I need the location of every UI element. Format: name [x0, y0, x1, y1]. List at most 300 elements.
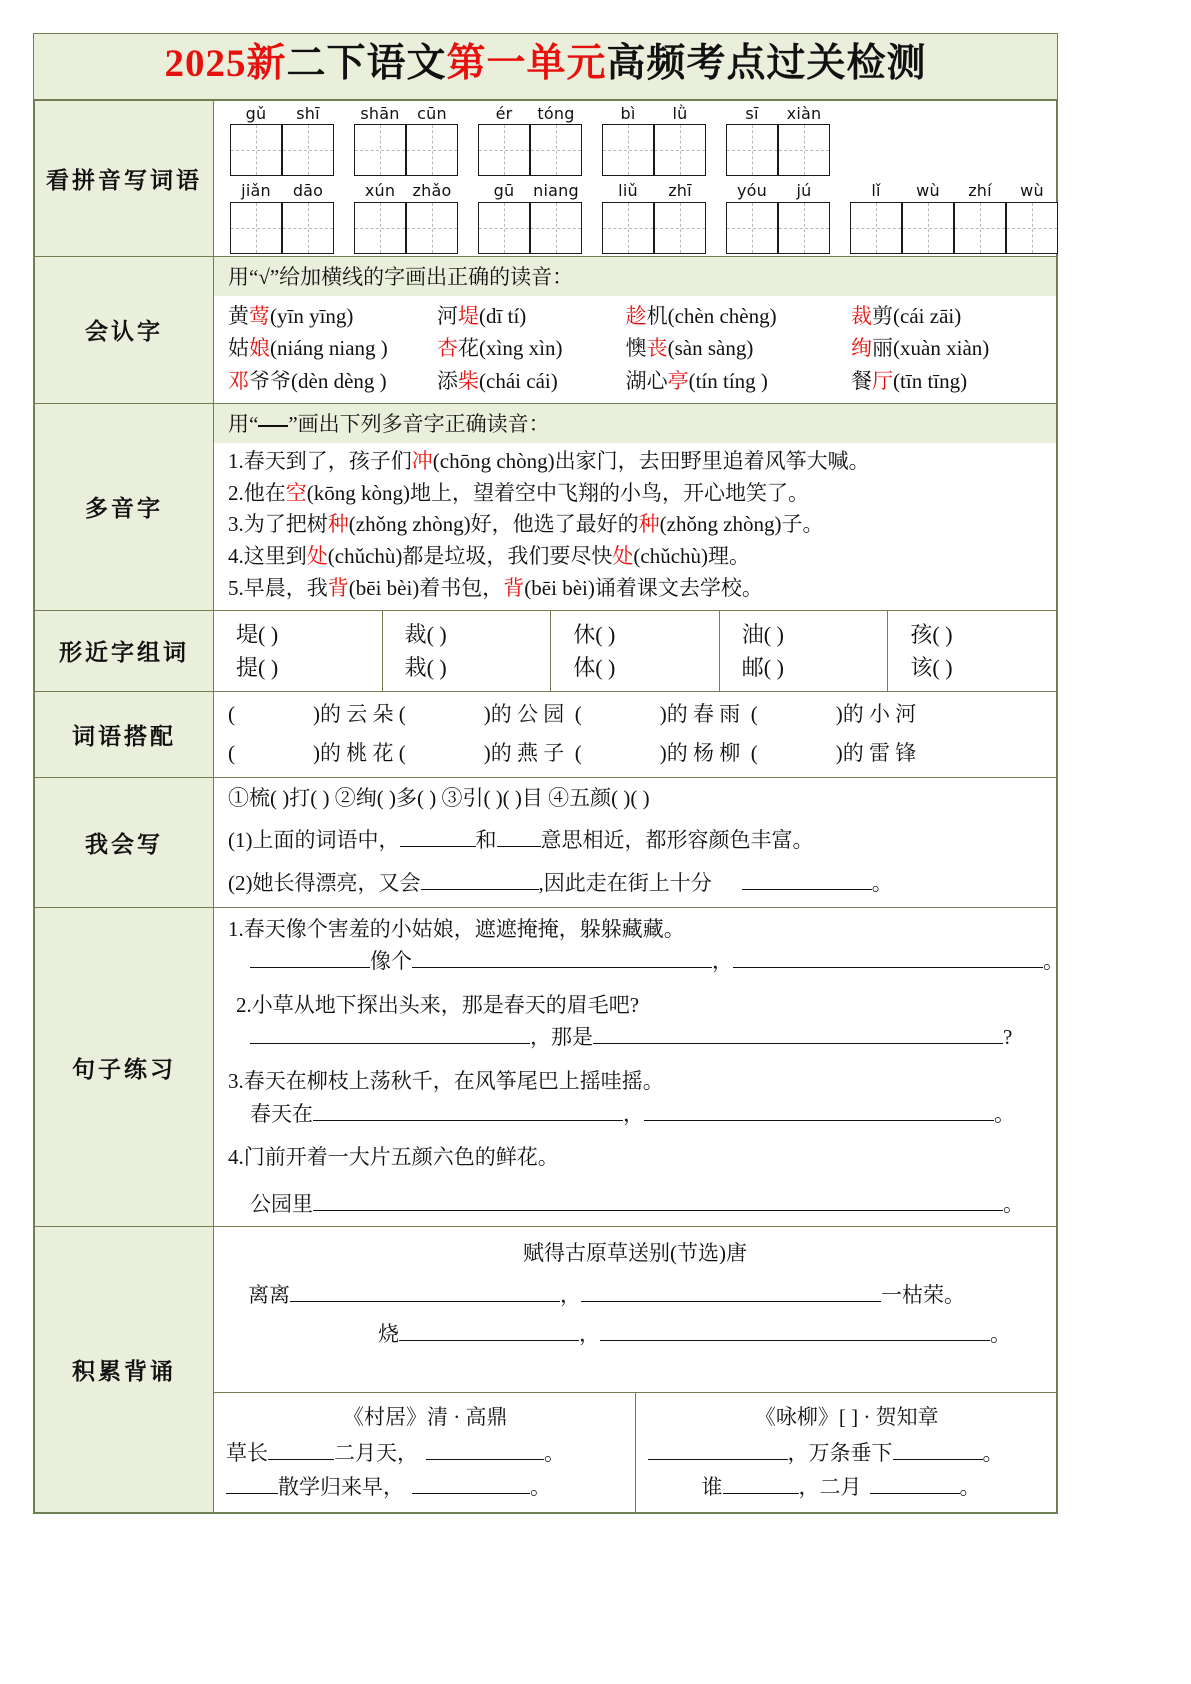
pinyin-row-1 [214, 101, 1056, 179]
cell-pinyin [214, 100, 1057, 256]
answer-blank[interactable] [313, 1120, 623, 1121]
pinyin-group [478, 105, 582, 177]
recite-two-poems [214, 1392, 1056, 1512]
recognize-item[interactable] [437, 366, 626, 396]
seg-highlight: 处 [306, 544, 328, 569]
worksheet-page [33, 33, 1064, 1514]
tianzige-box[interactable] [354, 124, 406, 176]
label-similar-chars: 形近字组词 [35, 610, 214, 691]
char-plain: 湖心 [625, 368, 668, 393]
answer-blank[interactable] [268, 1459, 334, 1460]
poem-title-cunju: 《村居》清 · 高鼎 [343, 1404, 508, 1429]
pinyin-group [850, 182, 1058, 254]
seg: (chǔchù)都是垃圾，我们要尽快 [327, 544, 613, 569]
tianzige-box[interactable] [530, 202, 582, 254]
poem-seg: ，万条垂下 [787, 1440, 893, 1465]
similar-chars-column [551, 611, 720, 691]
q1-part-a: (1)上面的词语中， [228, 827, 400, 852]
row-polyphone [35, 403, 1057, 610]
seg-highlight: 种 [638, 512, 660, 537]
poem-seg: 。 [982, 1440, 1004, 1465]
collocation-word: 的 小 河 [842, 701, 917, 726]
recognize-item[interactable] [228, 333, 437, 363]
pinyin-cell [654, 105, 706, 177]
char-plain: 餐 [851, 368, 873, 393]
answer-end: 。 [1043, 949, 1064, 974]
pinyin-options[interactable]: (dī tí) [479, 304, 527, 329]
pinyin-options[interactable]: (chái cái) [479, 368, 558, 393]
similar-char-bottom[interactable]: 邮( ) [741, 654, 784, 680]
char-highlight: 邓 [228, 368, 249, 393]
seg: (zhǒng zhòng)好，他选了最好的 [348, 512, 639, 537]
cunju-line-2[interactable] [226, 1470, 625, 1504]
recognize-row [214, 365, 1056, 397]
tianzige-box[interactable] [654, 202, 706, 254]
char-highlight: 亭 [667, 368, 689, 393]
pinyin-syllable: xiàn [786, 103, 822, 123]
pinyin-cell [602, 105, 654, 177]
answer-blank[interactable] [497, 846, 541, 847]
answer-blank[interactable] [421, 889, 539, 890]
recognize-row [214, 332, 1056, 364]
recognize-item[interactable] [851, 366, 1056, 396]
poem-line-1[interactable] [214, 1279, 1056, 1313]
answer-blank[interactable] [593, 1043, 1003, 1044]
pinyin-cell [1006, 182, 1058, 254]
tianzige-box[interactable] [850, 202, 902, 254]
pinyin-options[interactable]: (niáng niang ) [270, 336, 388, 361]
pinyin-cell [778, 105, 830, 177]
pinyin-cell [230, 105, 282, 177]
poem-seg: 草长 [226, 1440, 268, 1465]
pinyin-cell [354, 105, 406, 177]
answer-blank[interactable] [600, 1340, 990, 1341]
pinyin-cell [954, 182, 1006, 254]
recognize-item[interactable] [626, 366, 851, 396]
answer-mid: 像个 [370, 949, 412, 974]
char-plain: 添 [437, 368, 459, 393]
tianzige-box[interactable] [406, 124, 458, 176]
pinyin-syllable: wù [1020, 181, 1044, 201]
answer-blank[interactable] [412, 1493, 530, 1494]
sentence-text: 门前开着一大片五颜六色的鲜花。 [243, 1145, 559, 1170]
title-seg-blk-2: 高频考点过关检测 [606, 42, 927, 85]
pinyin-cell [406, 182, 458, 254]
sentence-number: 1. [228, 448, 244, 473]
char-highlight: 趁 [625, 304, 647, 329]
tianzige-box[interactable] [282, 124, 334, 176]
pinyin-cell [230, 182, 282, 254]
tianzige-box[interactable] [726, 202, 778, 254]
pinyin-group [726, 105, 830, 177]
seg: (bēi bèi)着书包， [348, 576, 504, 601]
collocation-item[interactable]: ( )的 云 朵 [228, 701, 394, 726]
similar-char-top[interactable]: 休( ) [573, 621, 616, 647]
pinyin-options[interactable]: (cái zāi) [893, 304, 962, 329]
collocation-row [214, 692, 1056, 738]
similar-char-bottom[interactable]: 该( ) [910, 654, 953, 680]
poem-seg: 谁 [701, 1475, 723, 1499]
cell-write [214, 778, 1057, 908]
sentence-block-2 [214, 984, 1056, 1060]
char-plain-post: 爷爷 [249, 368, 291, 393]
answer-blank[interactable] [893, 1459, 983, 1460]
sentence-prompt [228, 1141, 1056, 1174]
sentence-answer-row[interactable] [228, 1174, 1056, 1221]
char-highlight: 杏 [437, 336, 459, 361]
q2-part-b: ,因此走在街上十分 [538, 871, 712, 896]
sentence-block-1 [214, 908, 1064, 984]
recognize-item[interactable] [228, 301, 437, 331]
tianzige-box[interactable] [478, 124, 530, 176]
pinyin-cell [530, 182, 582, 254]
seg-highlight: 空 [285, 480, 307, 505]
collocation-item[interactable]: ( )的 春 雨 [569, 701, 741, 726]
cell-recognize [214, 257, 1057, 404]
pinyin-options[interactable]: (dèn dèng ) [291, 368, 387, 393]
char-plain: 河 [437, 304, 459, 329]
recognize-item[interactable] [851, 301, 1056, 331]
char-plain: 姑 [228, 336, 249, 361]
tianzige-box[interactable] [602, 124, 654, 176]
pinyin-cell [282, 105, 334, 177]
q2-part-a: (2)她长得漂亮，又会 [228, 871, 421, 896]
q1-part-b: 和 [475, 827, 497, 852]
collocation-item[interactable]: ( )的 雷 锋 [745, 741, 917, 766]
char-highlight: 绚 [851, 336, 873, 361]
collocation-item[interactable]: ( )的 桃 花 [228, 741, 394, 766]
collocation-word: 的 云 朵 [320, 701, 394, 726]
collocation-word: 的 杨 柳 [666, 741, 741, 766]
similar-char-top[interactable]: 裁( ) [404, 621, 447, 647]
title-seg-red-2: 第一单元 [446, 42, 607, 85]
pinyin-cell [902, 182, 954, 254]
poem-yongliu [636, 1393, 1057, 1512]
pinyin-cell [282, 182, 334, 254]
pinyin-cell [850, 182, 902, 254]
pinyin-group [726, 182, 830, 254]
sentence-number: 3. [228, 512, 244, 537]
seg: 早晨，我 [243, 576, 328, 601]
seg-highlight: 种 [327, 512, 349, 537]
pinyin-cell [778, 182, 830, 254]
similar-char-bottom[interactable]: 栽( ) [404, 654, 447, 680]
pinyin-syllable: dāo [292, 181, 324, 201]
answer-end: ? [1003, 1025, 1013, 1050]
seg: (kōng kòng)地上，望着空中飞翔的小鸟，开心地笑了。 [306, 480, 809, 505]
answer-blank[interactable] [400, 846, 476, 847]
sentence-answer-row[interactable] [228, 1021, 1056, 1054]
title-seg-blk-1: 二下语文 [286, 42, 447, 85]
pinyin-options[interactable]: (tín tíng ) [688, 368, 768, 393]
collocation-row [214, 737, 1056, 777]
seg: 这里到 [243, 544, 307, 569]
similar-chars-column [720, 611, 889, 691]
pinyin-syllable: zhí [968, 181, 992, 201]
tianzige-box[interactable] [954, 202, 1006, 254]
sentence-text: 春天像个害羞的小姑娘，遮遮掩掩，躲躲藏藏。 [243, 916, 685, 941]
pinyin-syllable: zhī [668, 181, 692, 201]
answer-blank[interactable] [648, 1459, 788, 1460]
worksheet-title-bar [34, 34, 1057, 100]
answer-blank[interactable] [426, 1459, 544, 1460]
seg: (chǔchù)理。 [633, 544, 751, 569]
pinyin-group [354, 105, 458, 177]
answer-blank[interactable] [870, 1493, 960, 1494]
collocation-word: 的 春 雨 [666, 701, 741, 726]
answer-blank[interactable] [250, 967, 370, 968]
similar-char-top[interactable]: 油( ) [741, 621, 784, 647]
poem-line-2[interactable] [214, 1312, 1056, 1352]
answer-end: 。 [1003, 1191, 1024, 1216]
pinyin-syllable: lǐ [871, 181, 881, 201]
poem-title-main: 赋得古原草送别(节选)唐 [523, 1241, 747, 1266]
pinyin-syllable: shī [296, 103, 320, 123]
pinyin-syllable: wù [916, 181, 940, 201]
pinyin-syllable: jiǎn [241, 181, 271, 201]
pinyin-syllable: tóng [537, 103, 575, 123]
pinyin-syllable: xún [364, 181, 396, 201]
polyphone-sentence[interactable] [214, 478, 1056, 510]
poem-seg: ， [579, 1322, 600, 1347]
pinyin-options[interactable]: (tīn tīng) [893, 368, 968, 393]
tianzige-box[interactable] [1006, 202, 1058, 254]
pinyin-group [478, 182, 582, 254]
pinyin-cell [602, 182, 654, 254]
pinyin-cell [406, 105, 458, 177]
sentence-number: 2. [236, 992, 252, 1017]
sentence-block-3 [214, 1060, 1056, 1136]
row-similar-chars [35, 610, 1057, 691]
answer-blank[interactable] [742, 889, 872, 890]
instruction-post: ”画出下列多音字正确读音： [288, 411, 550, 436]
collocation-word: 的 桃 花 [320, 741, 394, 766]
sentence-prompt [228, 1065, 1056, 1098]
similar-char-top[interactable]: 堤( ) [236, 621, 279, 647]
tianzige-box[interactable] [478, 202, 530, 254]
pinyin-syllable: niang [533, 181, 579, 201]
answer-blank[interactable] [733, 967, 1043, 968]
poem-cunju [214, 1393, 636, 1512]
yongliu-line-2[interactable] [648, 1470, 1047, 1504]
pinyin-group [602, 182, 706, 254]
answer-blank[interactable] [250, 1043, 530, 1044]
sentence-answer-row[interactable] [228, 945, 1064, 978]
pinyin-options[interactable]: (yīn yīng) [270, 304, 354, 329]
row-sentence [35, 907, 1057, 1226]
answer-tail: ， [712, 949, 733, 974]
pinyin-cell [530, 105, 582, 177]
char-plain-post: 花 [458, 336, 480, 361]
char-plain: 懊 [625, 336, 647, 361]
pinyin-options[interactable]: (xuàn xiàn) [893, 336, 990, 361]
row-collocation [35, 691, 1057, 777]
page-title [164, 42, 926, 85]
recognize-item[interactable] [437, 301, 626, 331]
seg: 为了把树 [243, 512, 328, 537]
pinyin-options[interactable]: (xìng xìn) [479, 336, 563, 361]
pinyin-syllable: gǔ [245, 103, 267, 123]
poem-seg: 一枯荣。 [881, 1282, 965, 1307]
polyphone-sentence[interactable] [214, 573, 1056, 605]
tianzige-box[interactable] [726, 124, 778, 176]
collocation-item[interactable]: ( )的 杨 柳 [569, 741, 741, 766]
similar-chars-column [214, 611, 383, 691]
tianzige-box[interactable] [354, 202, 406, 254]
poem-seg: 。 [544, 1440, 565, 1465]
collocation-item[interactable]: ( )的 公 园 [398, 701, 565, 726]
pinyin-syllable: shān [360, 103, 400, 123]
recite-main-poem [214, 1227, 1056, 1392]
pinyin-group [354, 182, 458, 254]
write-question-1[interactable] [214, 822, 1056, 864]
answer-blank[interactable] [226, 1493, 278, 1494]
recognize-item[interactable] [437, 333, 626, 363]
pinyin-syllable: jú [796, 181, 812, 201]
collocation-word: 的 公 园 [490, 701, 565, 726]
polyphone-sentence[interactable] [214, 541, 1056, 573]
poem-seg: 二月天， [334, 1440, 418, 1465]
sentence-text: 春天在柳枝上荡秋千，在风筝尾巴上摇哇摇。 [243, 1069, 664, 1093]
tianzige-box[interactable] [230, 124, 282, 176]
recognize-item[interactable] [626, 301, 851, 331]
answer-blank[interactable] [399, 1340, 579, 1341]
polyphone-sentence[interactable] [214, 446, 1056, 478]
answer-blank[interactable] [581, 1301, 881, 1302]
sentence-number: 4. [228, 1145, 244, 1170]
similar-char-bottom[interactable]: 体( ) [573, 654, 616, 680]
cunju-line-1[interactable] [226, 1436, 625, 1470]
pinyin-cell [726, 105, 778, 177]
cell-sentence [214, 907, 1064, 1226]
polyphone-sentence[interactable] [214, 509, 1056, 541]
answer-blank[interactable] [723, 1493, 799, 1494]
answer-blank[interactable] [290, 1301, 560, 1302]
sentence-text: 小草从地下探出头来，那是春天的眉毛吧? [251, 992, 640, 1017]
pinyin-cell [478, 105, 530, 177]
tianzige-box[interactable] [282, 202, 334, 254]
yongliu-line-1[interactable] [648, 1436, 1047, 1470]
sentence-number: 2. [228, 480, 244, 505]
pinyin-options[interactable]: (sàn sàng) [667, 336, 754, 361]
char-highlight: 丧 [646, 336, 668, 361]
row-recognize [35, 257, 1057, 404]
sentence-number: 1. [228, 916, 244, 941]
similar-chars-column [888, 611, 1056, 691]
poem-seg: 离离 [248, 1282, 290, 1307]
pinyin-group [230, 182, 334, 254]
pinyin-syllable: zhǎo [412, 181, 452, 201]
sentence-number: 5. [228, 576, 244, 601]
seg-highlight: 背 [327, 576, 349, 601]
seg: (bēi bèi)诵着课文去学校。 [524, 576, 763, 601]
tianzige-box[interactable] [230, 202, 282, 254]
sentence-answer-row[interactable] [228, 1098, 1056, 1131]
label-pinyin: 看拼音写词语 [35, 100, 214, 256]
answer-end: 。 [994, 1101, 1015, 1126]
answer-blank[interactable] [313, 1210, 1003, 1211]
sentence-number: 3. [228, 1069, 244, 1093]
answer-blank[interactable] [412, 967, 712, 968]
q1-part-c: 意思相近，都形容颜色丰富。 [540, 827, 814, 852]
pinyin-cell [354, 182, 406, 254]
worksheet-table [34, 100, 1064, 1513]
poem-seg: ，二月 [798, 1475, 862, 1499]
recognize-row [214, 300, 1056, 332]
tianzige-box[interactable] [530, 124, 582, 176]
pinyin-options[interactable]: (chèn chèng) [667, 304, 777, 329]
q2-part-c: 。 [871, 871, 893, 896]
char-highlight: 厅 [872, 368, 894, 393]
seg: (zhǒng zhòng)子。 [659, 512, 824, 537]
pinyin-row-2 [214, 178, 1056, 256]
tianzige-box[interactable] [602, 202, 654, 254]
polyphone-instruction [214, 404, 1056, 443]
seg-highlight: 背 [503, 576, 525, 601]
answer-pre: 春天在 [250, 1101, 313, 1126]
label-write: 我会写 [35, 778, 214, 908]
label-polyphone: 多音字 [35, 403, 214, 610]
tianzige-box[interactable] [778, 124, 830, 176]
label-recognize: 会认字 [35, 257, 214, 404]
answer-blank[interactable] [644, 1120, 994, 1121]
collocation-word: 的 燕 子 [490, 741, 565, 766]
pinyin-syllable: sī [745, 103, 759, 123]
pinyin-cell [726, 182, 778, 254]
answer-pre: 公园里 [250, 1191, 313, 1216]
char-highlight: 堤 [458, 304, 480, 329]
row-write [35, 778, 1057, 908]
seg-highlight: 冲 [411, 448, 433, 473]
tianzige-box[interactable] [902, 202, 954, 254]
pinyin-syllable: cūn [417, 103, 447, 123]
poem-seg: ， [560, 1282, 581, 1307]
row-pinyin [35, 100, 1057, 256]
seg: 他在 [243, 480, 286, 505]
collocation-item[interactable]: ( )的 燕 子 [398, 741, 565, 766]
recognize-item[interactable] [851, 333, 1056, 363]
char-plain-post: 剪 [872, 304, 894, 329]
poem-title-yongliu: 《咏柳》[ ] · 贺知章 [754, 1404, 939, 1429]
recognize-item[interactable] [228, 366, 437, 396]
pinyin-syllable: liǔ [618, 181, 638, 201]
char-plain-post: 丽 [872, 336, 894, 361]
pinyin-cell [478, 182, 530, 254]
char-highlight: 娘 [249, 336, 270, 361]
recognize-item[interactable] [626, 333, 851, 363]
answer-mid: ，那是 [530, 1025, 593, 1050]
similar-char-bottom[interactable]: 提( ) [236, 654, 279, 680]
similar-chars-column [383, 611, 552, 691]
similar-char-top[interactable]: 孩( ) [910, 621, 953, 647]
collocation-item[interactable]: ( )的 小 河 [745, 701, 917, 726]
sentence-number: 4. [228, 544, 244, 569]
pinyin-syllable: lǜ [672, 103, 688, 123]
instruction-pre: 用“ [228, 411, 259, 436]
write-items-line[interactable]: ①梳( )打( ) ②绚( )多( ) ③引( )( )目 ④五颜( )( ) [228, 786, 650, 811]
char-plain-post: 机 [646, 304, 668, 329]
pinyin-cell [654, 182, 706, 254]
cell-polyphone [214, 403, 1057, 610]
tianzige-box[interactable] [654, 124, 706, 176]
collocation-word: 的 雷 锋 [842, 741, 917, 766]
write-question-2[interactable] [214, 863, 1056, 907]
poem-seg: 。 [990, 1322, 1011, 1347]
tianzige-box[interactable] [778, 202, 830, 254]
poem-seg: 烧 [378, 1322, 399, 1347]
sentence-prompt [228, 913, 1056, 946]
tianzige-box[interactable] [406, 202, 458, 254]
